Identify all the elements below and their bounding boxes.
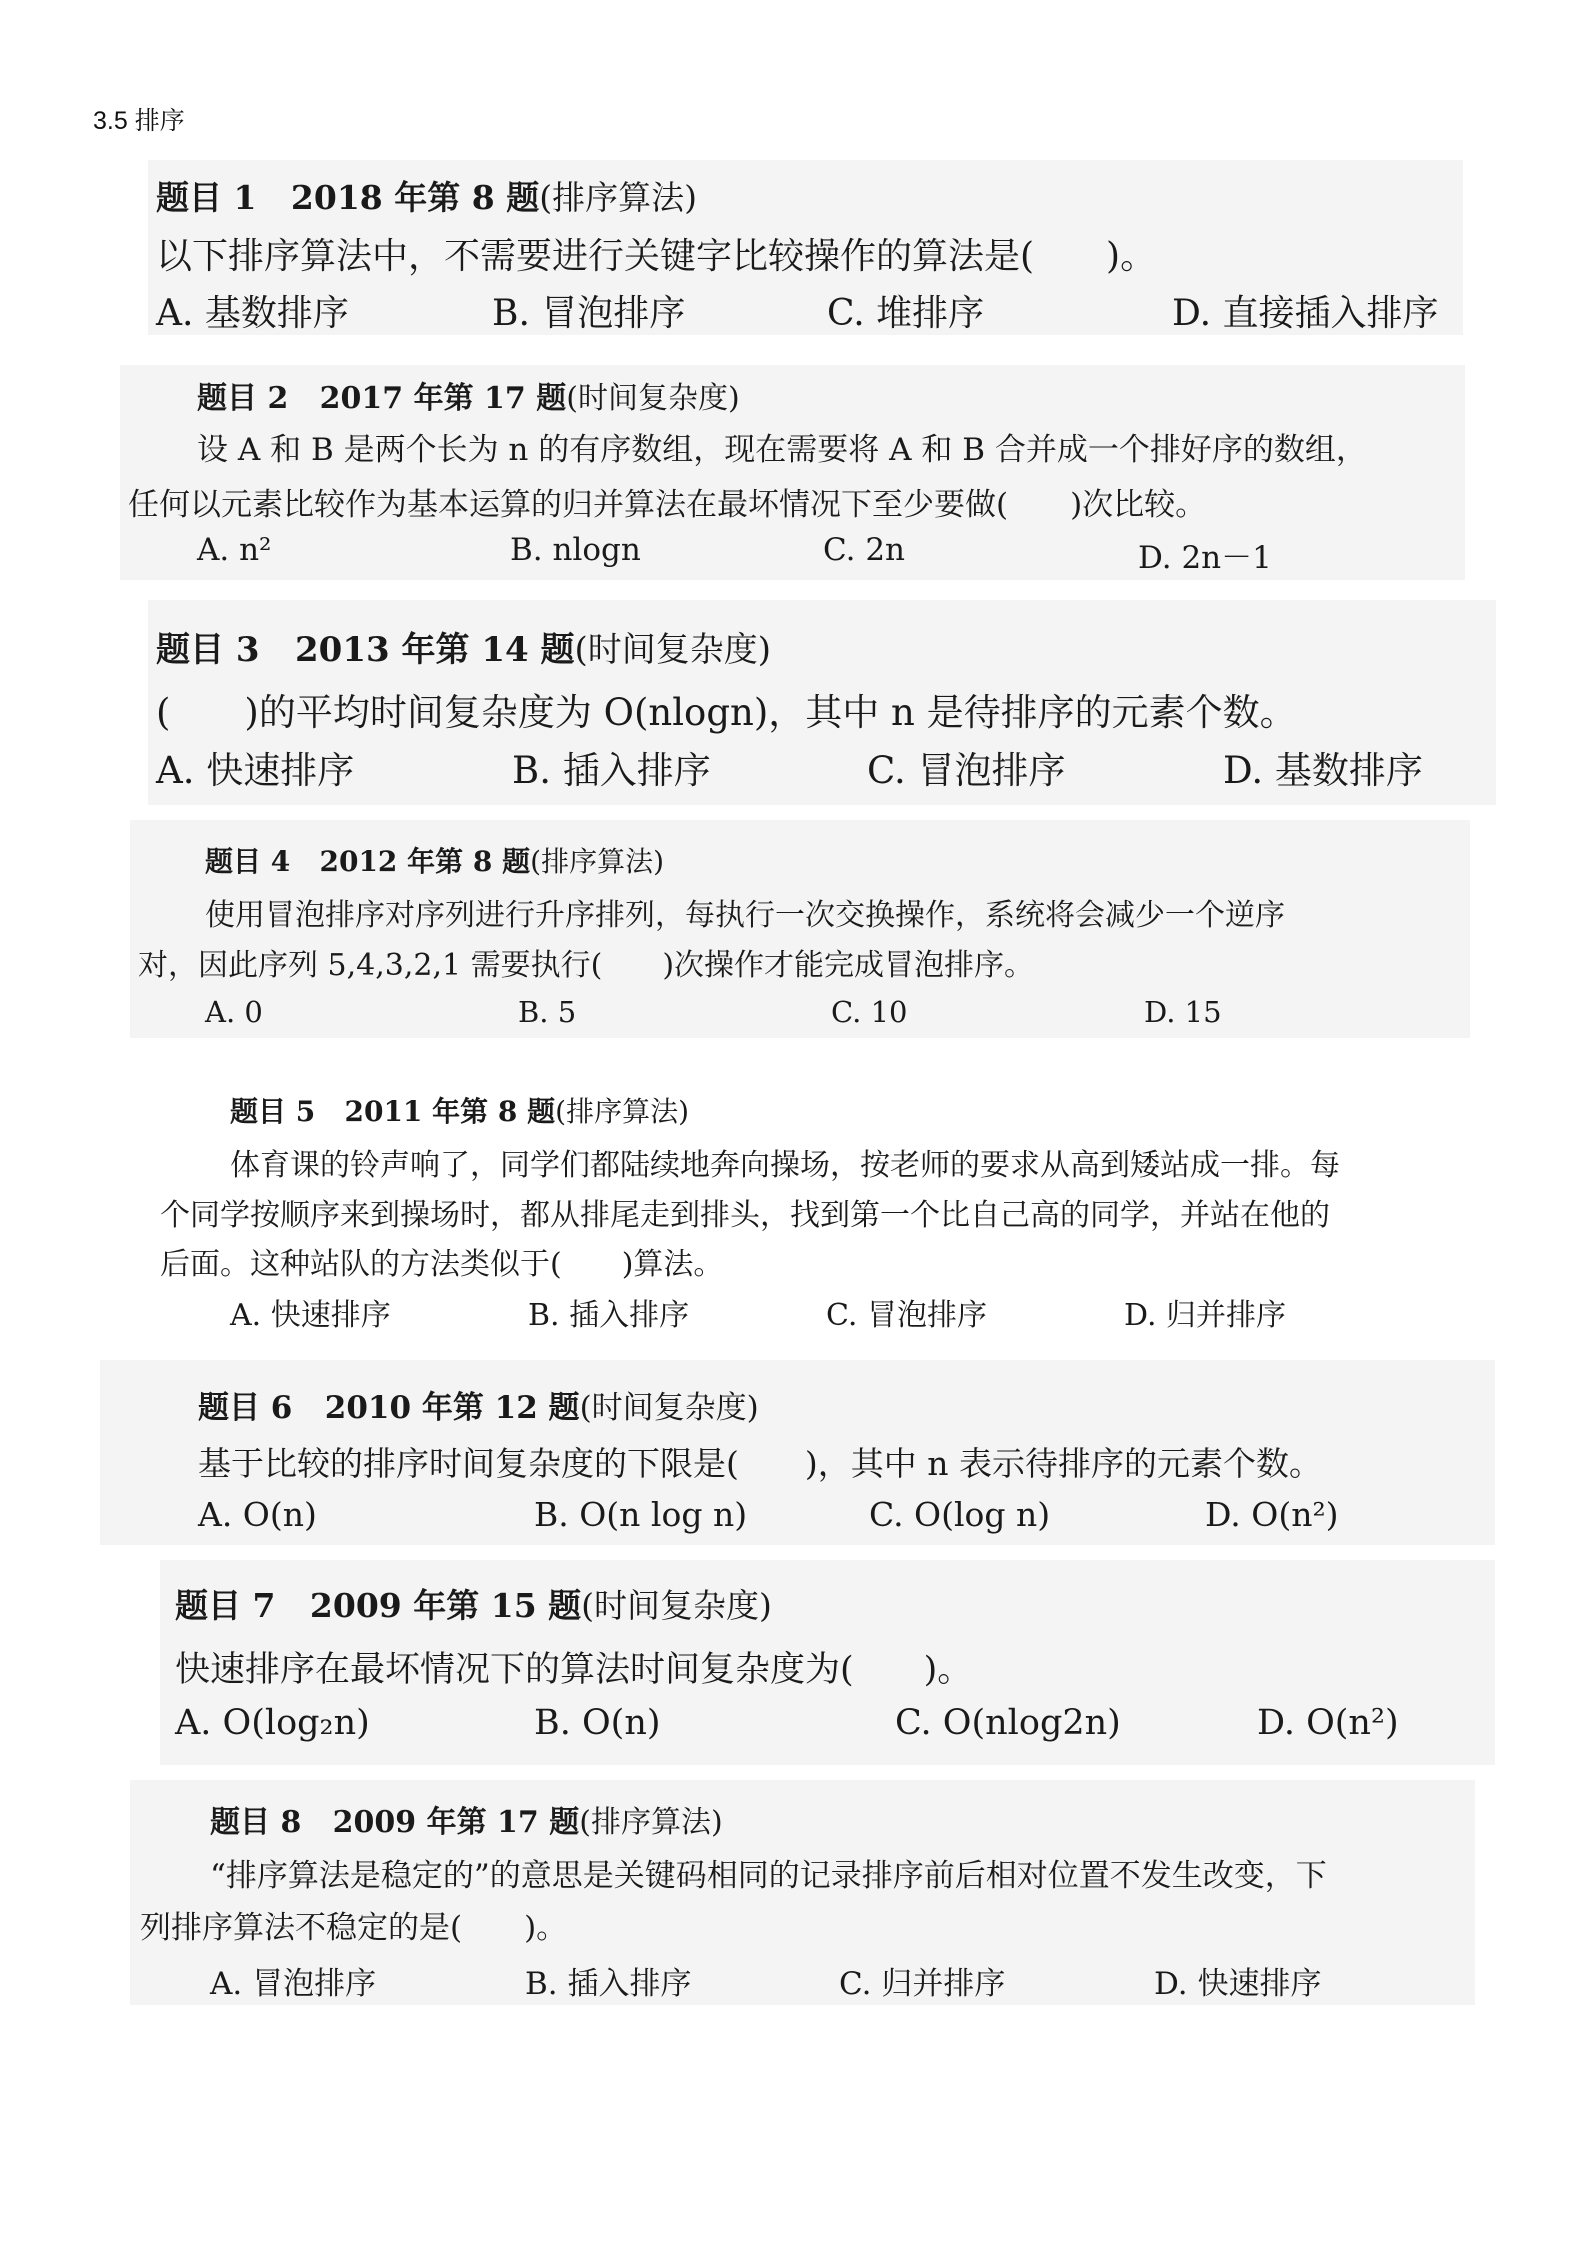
- option-d: D. O(n²): [1257, 1703, 1399, 1743]
- question-meta: 2010 年第 12 题: [324, 1390, 580, 1426]
- option-a: A. 快速排序: [156, 749, 355, 792]
- option-c: C. 冒泡排序: [826, 1298, 987, 1333]
- question-stem: 快速排序在最坏情况下的算法时间复杂度为( )。: [175, 1650, 973, 1690]
- question-2: [120, 365, 1465, 580]
- option-a: A. 快速排序: [230, 1298, 391, 1333]
- question-8: [130, 1780, 1475, 2005]
- option-b: B. O(n): [534, 1703, 661, 1743]
- option-c: C. 2n: [823, 532, 906, 568]
- option-a: A. O(log₂n): [175, 1703, 370, 1743]
- question-label: 题目 5: [230, 1095, 316, 1128]
- question-4: [130, 820, 1470, 1038]
- option-b: B. 插入排序: [525, 1966, 692, 2002]
- question-header: [198, 1382, 759, 1427]
- question-5: [150, 1075, 1440, 1333]
- question-stem: 以下排序算法中，不需要进行关键字比较操作的算法是( )。: [156, 236, 1157, 277]
- option-b: B. 冒泡排序: [492, 293, 686, 334]
- question-meta: 2009 年第 17 题: [332, 1805, 580, 1840]
- question-topic: (排序算法): [555, 1095, 690, 1128]
- question-meta: 2011 年第 8 题: [344, 1095, 556, 1128]
- question-stem-line: 体育课的铃声响了，同学们都陆续地奔向操场，按老师的要求从高到矮站成一排。每: [230, 1148, 1340, 1183]
- option-a: A. 基数排序: [156, 293, 349, 334]
- question-stem-line: 任何以元素比较作为基本运算的归并算法在最坏情况下至少要做( )次比较。: [128, 487, 1207, 523]
- option-c: C. O(log n): [869, 1495, 1051, 1534]
- option-b: B. O(n log n): [534, 1495, 748, 1534]
- option-c: C. 归并排序: [839, 1966, 1006, 2002]
- option-a: A. 冒泡排序: [210, 1966, 377, 2002]
- question-meta: 2018 年第 8 题: [290, 178, 540, 217]
- option-b: B. 插入排序: [512, 749, 711, 792]
- question-7: [160, 1560, 1495, 1765]
- options-row: [230, 1290, 1286, 1334]
- option-d: D. 快速排序: [1154, 1966, 1322, 2002]
- question-header: [197, 373, 740, 417]
- question-meta: 2012 年第 8 题: [319, 845, 531, 878]
- question-header: [210, 1797, 723, 1841]
- option-c: C. O(nlog2n): [895, 1703, 1121, 1743]
- question-label: 题目 2: [197, 381, 289, 416]
- question-label: 题目 4: [205, 845, 291, 878]
- option-c: C. 堆排序: [827, 293, 985, 334]
- question-label: 题目 3: [156, 630, 260, 670]
- question-stem-line: 个同学按顺序来到操场时，都从排尾走到排头，找到第一个比自己高的同学，并站在他的: [160, 1198, 1330, 1233]
- question-topic: (排序算法): [539, 178, 697, 217]
- option-b: B. 插入排序: [528, 1298, 690, 1333]
- question-topic: (排序算法): [530, 845, 665, 878]
- options-row: [156, 740, 1423, 794]
- options-row: [198, 1495, 1339, 1534]
- question-label: 题目 1: [156, 178, 257, 217]
- option-d: D. 2n－1: [1138, 540, 1272, 576]
- question-header: [205, 840, 664, 880]
- options-row: [175, 1703, 1399, 1743]
- option-c: C. 10: [831, 995, 908, 1029]
- question-label: 题目 6: [198, 1390, 293, 1426]
- question-header: [156, 172, 697, 219]
- question-topic: (排序算法): [579, 1805, 723, 1840]
- option-a: A. n²: [197, 532, 272, 568]
- option-d: D. O(n²): [1205, 1495, 1339, 1534]
- question-header: [230, 1090, 689, 1130]
- options-row: [210, 1958, 1321, 2003]
- question-label: 题目 8: [210, 1805, 302, 1840]
- question-label: 题目 7: [175, 1586, 276, 1625]
- question-meta: 2013 年第 14 题: [295, 630, 575, 670]
- question-1: [148, 160, 1463, 335]
- question-stem-line: “排序算法是稳定的”的意思是关键码相同的记录排序前后相对位置不发生改变，下: [210, 1858, 1327, 1894]
- question-stem-line: 列排序算法不稳定的是( )。: [140, 1910, 568, 1946]
- question-stem-line: 使用冒泡排序对序列进行升序排列，每执行一次交换操作，系统将会减少一个逆序: [205, 898, 1285, 933]
- question-stem: ( )的平均时间复杂度为 O(nlogn)，其中 n 是待排序的元素个数。: [156, 691, 1297, 734]
- options-row: [156, 285, 1438, 336]
- option-d: D. 直接插入排序: [1172, 293, 1439, 334]
- question-topic: (时间复杂度): [579, 1390, 759, 1426]
- question-meta: 2017 年第 17 题: [319, 381, 567, 416]
- options-row: [205, 995, 1222, 1029]
- option-d: D. 15: [1144, 995, 1222, 1029]
- option-d: D. 基数排序: [1223, 749, 1423, 792]
- question-topic: (时间复杂度): [581, 1586, 772, 1625]
- question-header: [156, 622, 771, 671]
- question-stem-line: 对，因此序列 5,4,3,2,1 需要执行( )次操作才能完成冒泡排序。: [138, 948, 1035, 983]
- question-stem: 基于比较的排序时间复杂度的下限是( )，其中 n 表示待排序的元素个数。: [198, 1444, 1322, 1483]
- question-stem-line: 后面。这种站队的方法类似于( )算法。: [160, 1247, 724, 1282]
- question-stem-line: 设 A 和 B 是两个长为 n 的有序数组，现在需要将 A 和 B 合并成一个排好序的数组，: [197, 432, 1367, 468]
- option-d: D. 归并排序: [1124, 1298, 1287, 1333]
- option-a: A. O(n): [198, 1495, 317, 1534]
- options-row: [197, 532, 1272, 577]
- question-topic: (时间复杂度): [566, 381, 740, 416]
- option-b: B. nlogn: [510, 532, 641, 568]
- option-c: C. 冒泡排序: [867, 749, 1066, 792]
- question-3: [148, 600, 1496, 805]
- question-header: [175, 1580, 772, 1627]
- question-topic: (时间复杂度): [574, 630, 772, 670]
- question-6: [100, 1360, 1495, 1545]
- section-title: 3.5 排序: [93, 107, 185, 135]
- option-b: B. 5: [518, 995, 577, 1029]
- question-meta: 2009 年第 15 题: [309, 1586, 582, 1625]
- option-a: A. 0: [205, 995, 263, 1029]
